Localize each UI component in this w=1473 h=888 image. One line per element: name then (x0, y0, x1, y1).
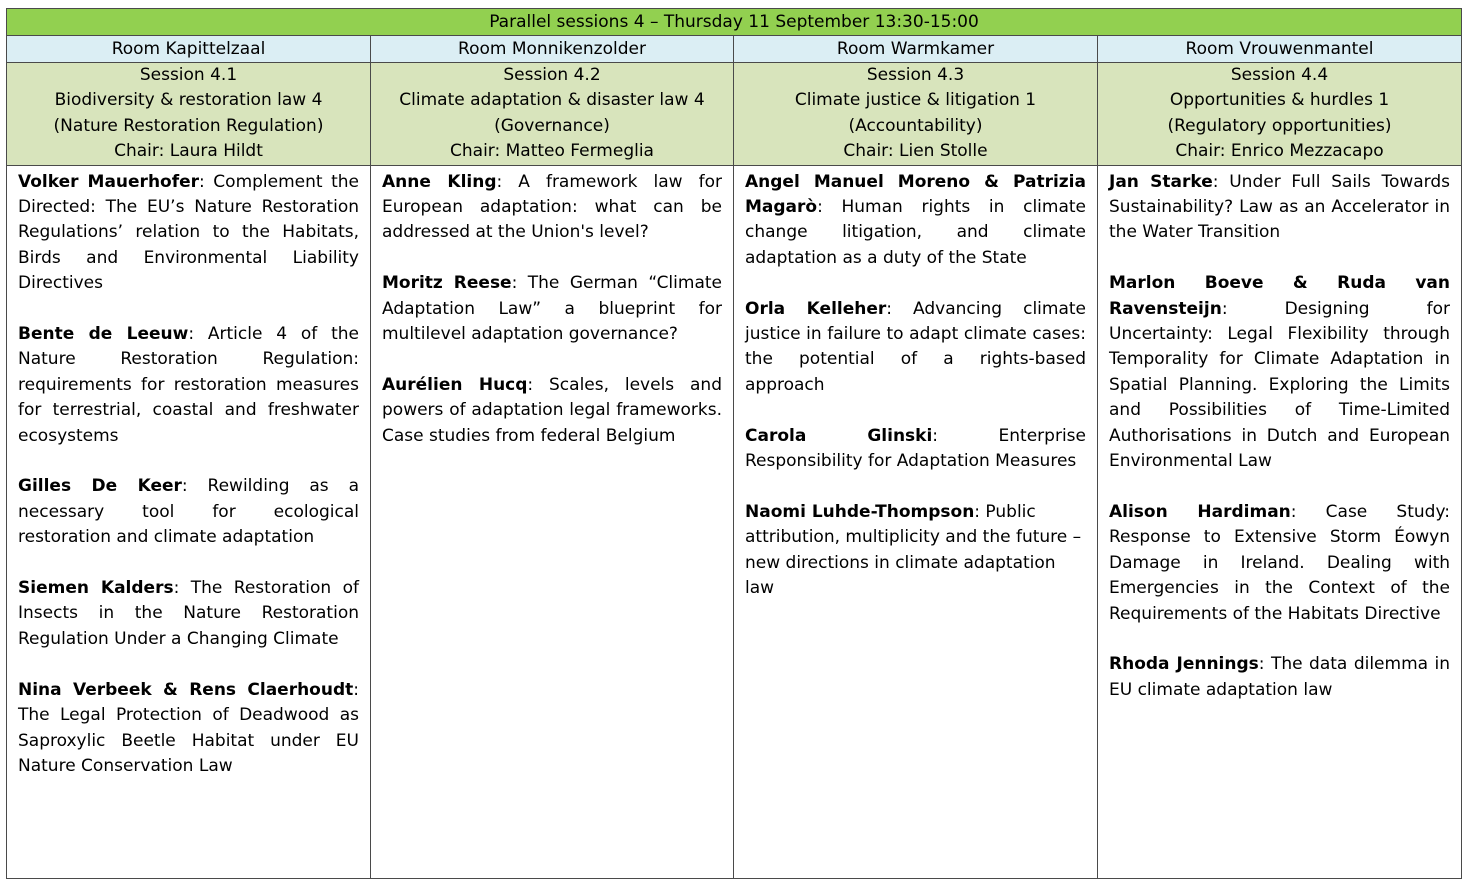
session-chair: Chair: Lien Stolle (843, 141, 988, 162)
session-chair: Chair: Laura Hildt (114, 141, 263, 162)
room-row (7, 36, 1462, 63)
talk-item (382, 170, 722, 246)
talk-list (7, 165, 371, 878)
talk-speaker: Siemen Kalders (18, 578, 174, 599)
talk-item (18, 576, 359, 652)
talk-title: : Designing for Uncertainty: Legal Flexibility through Temporality for Climate Adaptation in Spatial Planning. Exploring the Limits and Possibilities of Time-Limited Authorisations in Dutch and European Environmental Law (1109, 298, 1451, 472)
session-header (371, 63, 734, 166)
talk-item (1109, 500, 1450, 627)
talk-item (382, 271, 722, 347)
talk-title: : Advancing climate justice in failure to adapt climate cases: the potential of a rights-based approach (745, 298, 1086, 395)
talk-item (1109, 271, 1450, 474)
talk-title: : The data dilemma in EU climate adaptation law (1109, 654, 1451, 700)
talk-title: : Article 4 of the Nature Restoration Regulation: requirements for restoration measures for terrestrial, coastal and freshwater ecosystems (18, 324, 359, 446)
room-header: Room Kapittelzaal (7, 36, 371, 63)
talk-item (1109, 652, 1450, 703)
talk-title: : The Legal Protection of Deadwood as Saproxylic Beetle Habitat under EU Nature Conservation Law (18, 679, 359, 776)
talk-title: : The Restoration of Insects in the Nature Restoration Regulation Under a Changing Climate (18, 578, 360, 649)
talk-speaker: Naomi Luhde-Thompson (745, 501, 975, 522)
talk-title: : Human rights in climate change litigation, and climate adaptation as a duty of the State (745, 197, 1086, 268)
room-header: Room Monnikenzolder (371, 36, 734, 63)
session-subtopic: (Nature Restoration Regulation) (53, 115, 324, 136)
talk-item (1109, 170, 1450, 246)
session-chair: Chair: Enrico Mezzacapo (1175, 141, 1384, 162)
talk-title: : Enterprise Responsibility for Adaptation Measures (745, 425, 1086, 472)
talk-speaker: Bente de Leeuw (18, 324, 189, 345)
talk-speaker: Rhoda Jennings (1109, 654, 1259, 675)
talk-item (745, 500, 1086, 602)
session-chair: Chair: Matteo Fermeglia (450, 141, 654, 162)
talk-title: : Public attribution, multiplicity and the future – new directions in climate adaptation law (745, 501, 1082, 599)
session-header (734, 63, 1098, 166)
session-topic: Climate justice & litigation 1 (794, 90, 1037, 111)
talk-list (371, 165, 734, 878)
talk-item (382, 373, 722, 449)
talk-list (734, 165, 1098, 878)
talks-row (7, 165, 1462, 878)
talk-speaker: Anne Kling (382, 171, 497, 192)
talk-speaker: Aurélien Hucq (382, 374, 528, 395)
room-header: Room Vrouwenmantel (1098, 36, 1462, 63)
schedule-table (6, 8, 1462, 879)
talk-title: : Case Study: Response to Extensive Storm Éowyn Damage in Ireland. Dealing with Emergencies in the Context of the Requirements of the Habitats Directive (1109, 501, 1451, 624)
talk-item (18, 678, 359, 780)
talk-list (1098, 165, 1462, 878)
talk-item (18, 322, 359, 449)
session-topic: Climate adaptation & disaster law 4 (399, 90, 705, 111)
session-number: Session 4.1 (139, 65, 238, 85)
session-header (7, 63, 371, 166)
talk-item (745, 297, 1086, 399)
session-topic: Biodiversity & restoration law 4 (54, 90, 323, 111)
talk-item (745, 170, 1086, 272)
talk-speaker: Jan Starke (1109, 171, 1213, 192)
talk-title: : A framework law for European adaptation: what can be addressed at the Union's level? (382, 171, 722, 243)
talk-title: : The German “Climate Adaptation Law” a blueprint for multilevel adaptation governance? (382, 273, 722, 345)
talk-item (18, 474, 359, 550)
talk-speaker: Angel Manuel Moreno & Patrizia Magarò (745, 171, 1086, 218)
session-subtopic: (Accountability) (848, 115, 983, 136)
talk-title: : Rewilding as a necessary tool for ecological restoration and climate adaptation (18, 476, 359, 548)
session-number: Session 4.4 (1230, 65, 1329, 85)
title-row (7, 9, 1462, 36)
talk-speaker: Volker Mauerhofer (18, 171, 200, 192)
talk-speaker: Orla Kelleher (745, 298, 887, 319)
session-subtopic: (Regulatory opportunities) (1167, 115, 1392, 136)
session-subtopic: (Governance) (494, 115, 610, 136)
talk-speaker: Nina Verbeek & Rens Claerhoudt (18, 679, 354, 700)
talk-title: : Under Full Sails Towards Sustainability? Law as an Accelerator in the Water Transition (1109, 171, 1451, 243)
schedule-title: Parallel sessions 4 – Thursday 11 September 13:30-15:00 (7, 9, 1462, 36)
talk-speaker: Carola Glinski (745, 425, 933, 446)
talk-item (18, 170, 359, 297)
talk-title: : Complement the Directed: The EU’s Nature Restoration Regulations’ relation to the Habitats, Birds and Environmental Liability Directives (18, 171, 359, 294)
talk-speaker: Alison Hardiman (1109, 501, 1291, 522)
talk-item (745, 424, 1086, 475)
talk-speaker: Moritz Reese (382, 273, 512, 294)
talk-title: : Scales, levels and powers of adaptation legal frameworks. Case studies from federal Belgium (382, 374, 722, 446)
session-header (1098, 63, 1462, 166)
session-number: Session 4.2 (503, 65, 601, 85)
talk-speaker: Marlon Boeve & Ruda van Ravensteijn (1109, 273, 1451, 319)
talk-speaker: Gilles De Keer (18, 476, 182, 497)
session-number: Session 4.3 (866, 65, 965, 85)
session-row (7, 63, 1462, 166)
room-header: Room Warmkamer (734, 36, 1098, 63)
session-topic: Opportunities & hurdles 1 (1169, 90, 1390, 111)
